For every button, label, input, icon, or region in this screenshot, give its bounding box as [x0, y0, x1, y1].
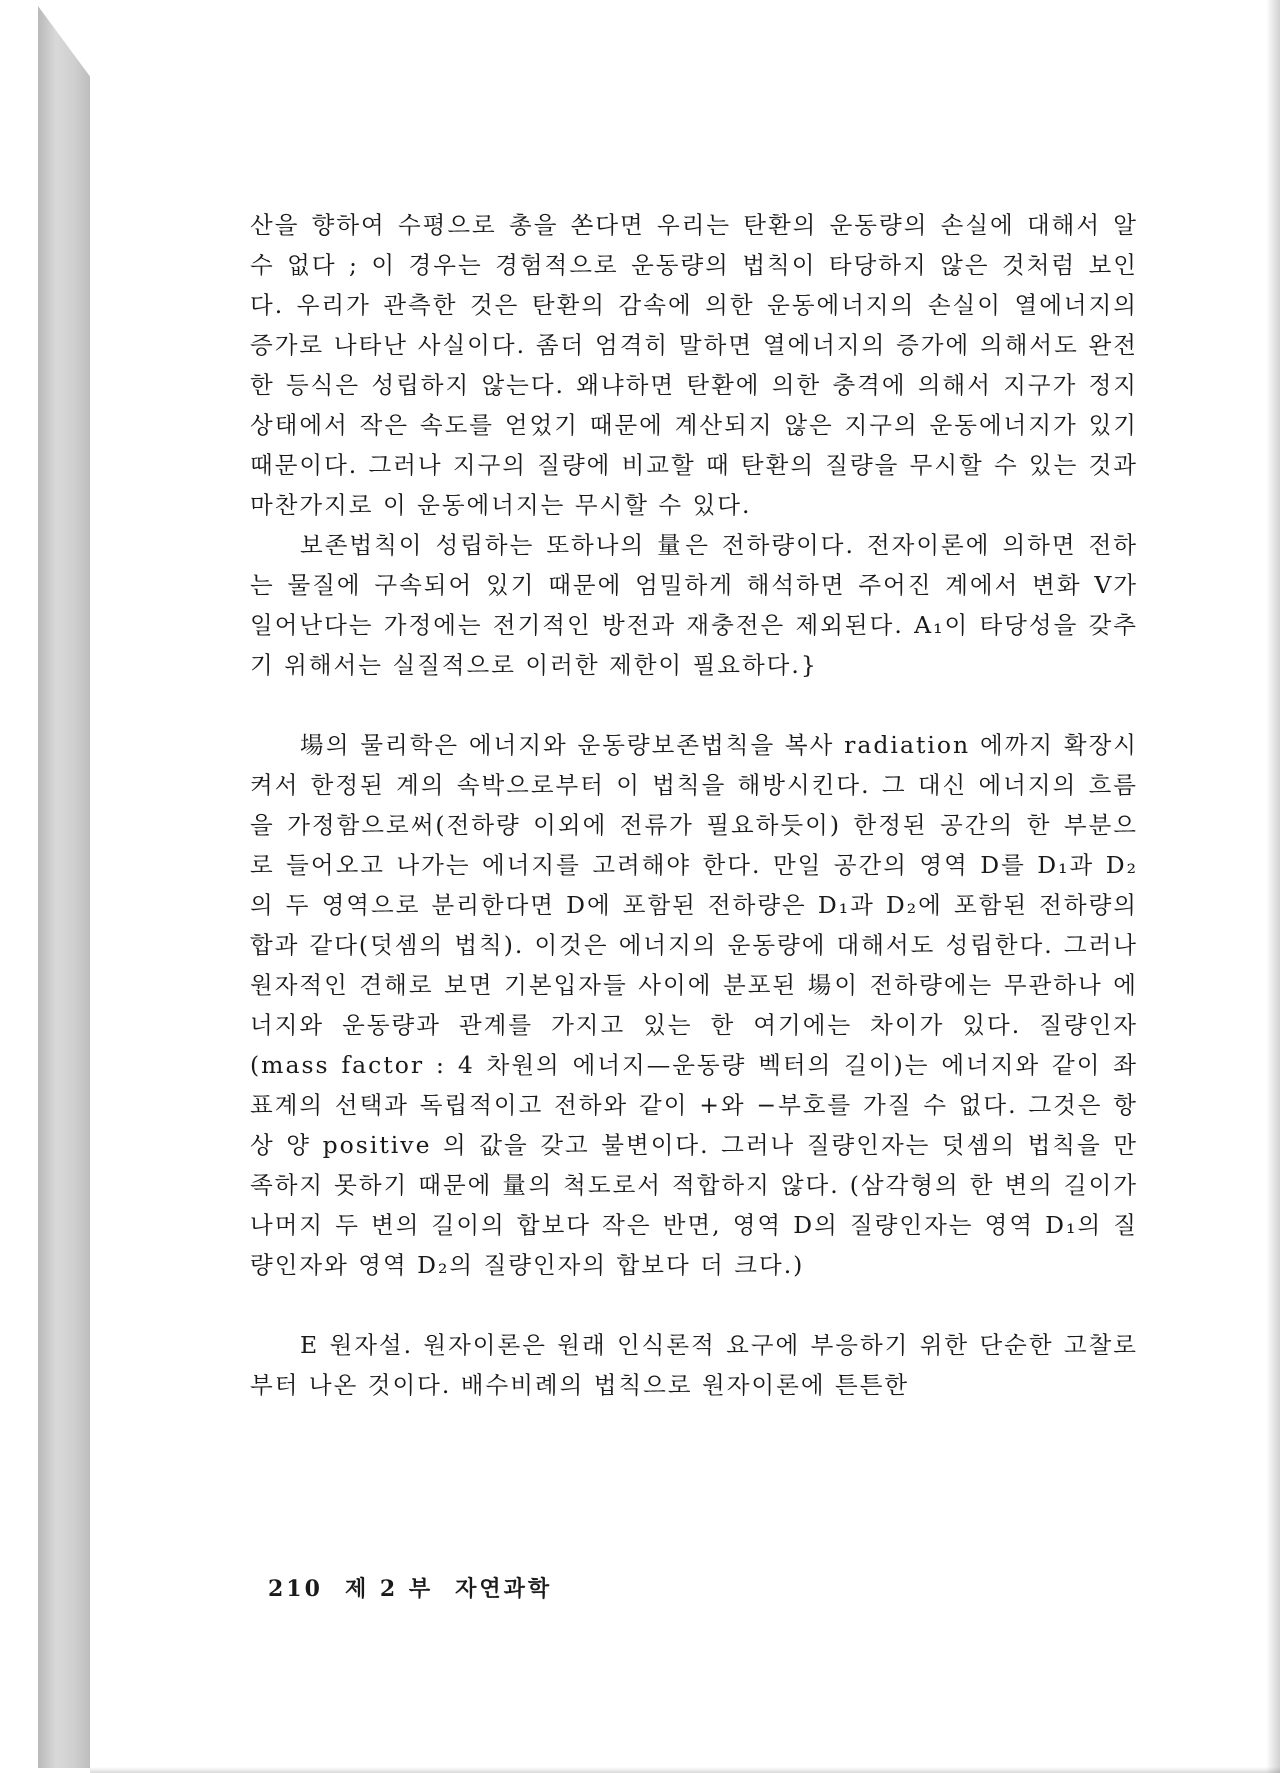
page-shadow-right [1266, 0, 1280, 1773]
paragraph-4: E 원자설. 원자이론은 원래 인식론적 요구에 부응하기 위한 단순한 고찰로부터 나온 것이다. 배수비례의 법칙으로 원자이론에 튼튼한 [250, 1331, 1138, 1399]
paragraph-1: 산을 향하여 수평으로 총을 쏜다면 우리는 탄환의 운동량의 손실에 대해서 알 수 없다 ; 이 경우는 경험적으로 운동량의 법칙이 타당하지 않은 것처럼 보인다. 우리가 관측한 것은 탄환의 감속에 의한 운동에너지의 손실이 열에너지의 증가로 나타난 사실이다. 좀더 엄격히 말하면 열에너지의 증가에 의해서도 완전한 등식은 성립하지 않는다. 왜냐하면 탄환에 의한 충격에 의해서 지구가 정지상태에서 작은 속도를 얻었기 때문에 계산되지 않은 지구의 운동에너지가 있기 때문이다. 그러나 지구의 질량에 비교할 때 탄환의 질량을 무시할 수 있는 것과 마찬가지로 이 운동에너지는 무시할 수 있다. [250, 211, 1138, 519]
book-spine-edge [38, 6, 90, 1768]
paragraph-3: 場의 물리학은 에너지와 운동량보존법칙을 복사 radiation 에까지 확장시켜서 한정된 계의 속박으로부터 이 법칙을 해방시킨다. 그 대신 에너지의 흐름을 가정함으로써(전하량 이외에 전류가 필요하듯이) 한정된 공간의 한 부분으로 들어오고 나가는 에너지를 고려해야 한다. 만일 공간의 영역 D를 D₁과 D₂의 두 영역으로 분리한다면 D에 포함된 전하량은 D₁과 D₂에 포함된 전하량의 합과 같다(덧셈의 법칙). 이것은 에너지의 운동량에 대해서도 성립한다. 그러나 원자적인 견해로 보면 기본입자들 사이에 분포된 場이 전하량에는 무관하나 에너지와 운동량과 관계를 가지고 있는 한 여기에는 차이가 있다. 질량인자(mass factor : 4 차원의 에너지—운동량 벡터의 길이)는 에너지와 같이 좌표계의 선택과 독립적이고 전하와 같이 +와 −부호를 가질 수 없다. 그것은 항상 양 positive 의 값을 갖고 불변이다. 그러나 질량인자는 덧셈의 법칙을 만족하지 못하기 때문에 量의 척도로서 적합하지 않다. (삼각형의 한 변의 길이가 나머지 두 변의 길이의 합보다 작은 반면, 영역 D의 질량인자는 영역 D₁의 질량인자와 영역 D₂의 질량인자의 합보다 더 크다.) [250, 731, 1138, 1279]
paragraph-spacer [250, 1285, 1138, 1325]
page-footer [268, 1572, 574, 1603]
page-number: 210 [268, 1576, 323, 1602]
section-label: 자연과학 [455, 1576, 553, 1602]
page-body [250, 205, 1138, 1405]
part-label: 제 2 부 [344, 1576, 434, 1602]
page-shadow-bottom [90, 1767, 1280, 1773]
paragraph-spacer [250, 685, 1138, 725]
paragraph-2: 보존법칙이 성립하는 또하나의 量은 전하량이다. 전자이론에 의하면 전하는 물질에 구속되어 있기 때문에 엄밀하게 해석하면 주어진 계에서 변화 V가 일어난다는 가정에는 전기적인 방전과 재충전은 제외된다. A₁이 타당성을 갖추기 위해서는 실질적으로 이러한 제한이 필요하다.} [250, 531, 1138, 679]
